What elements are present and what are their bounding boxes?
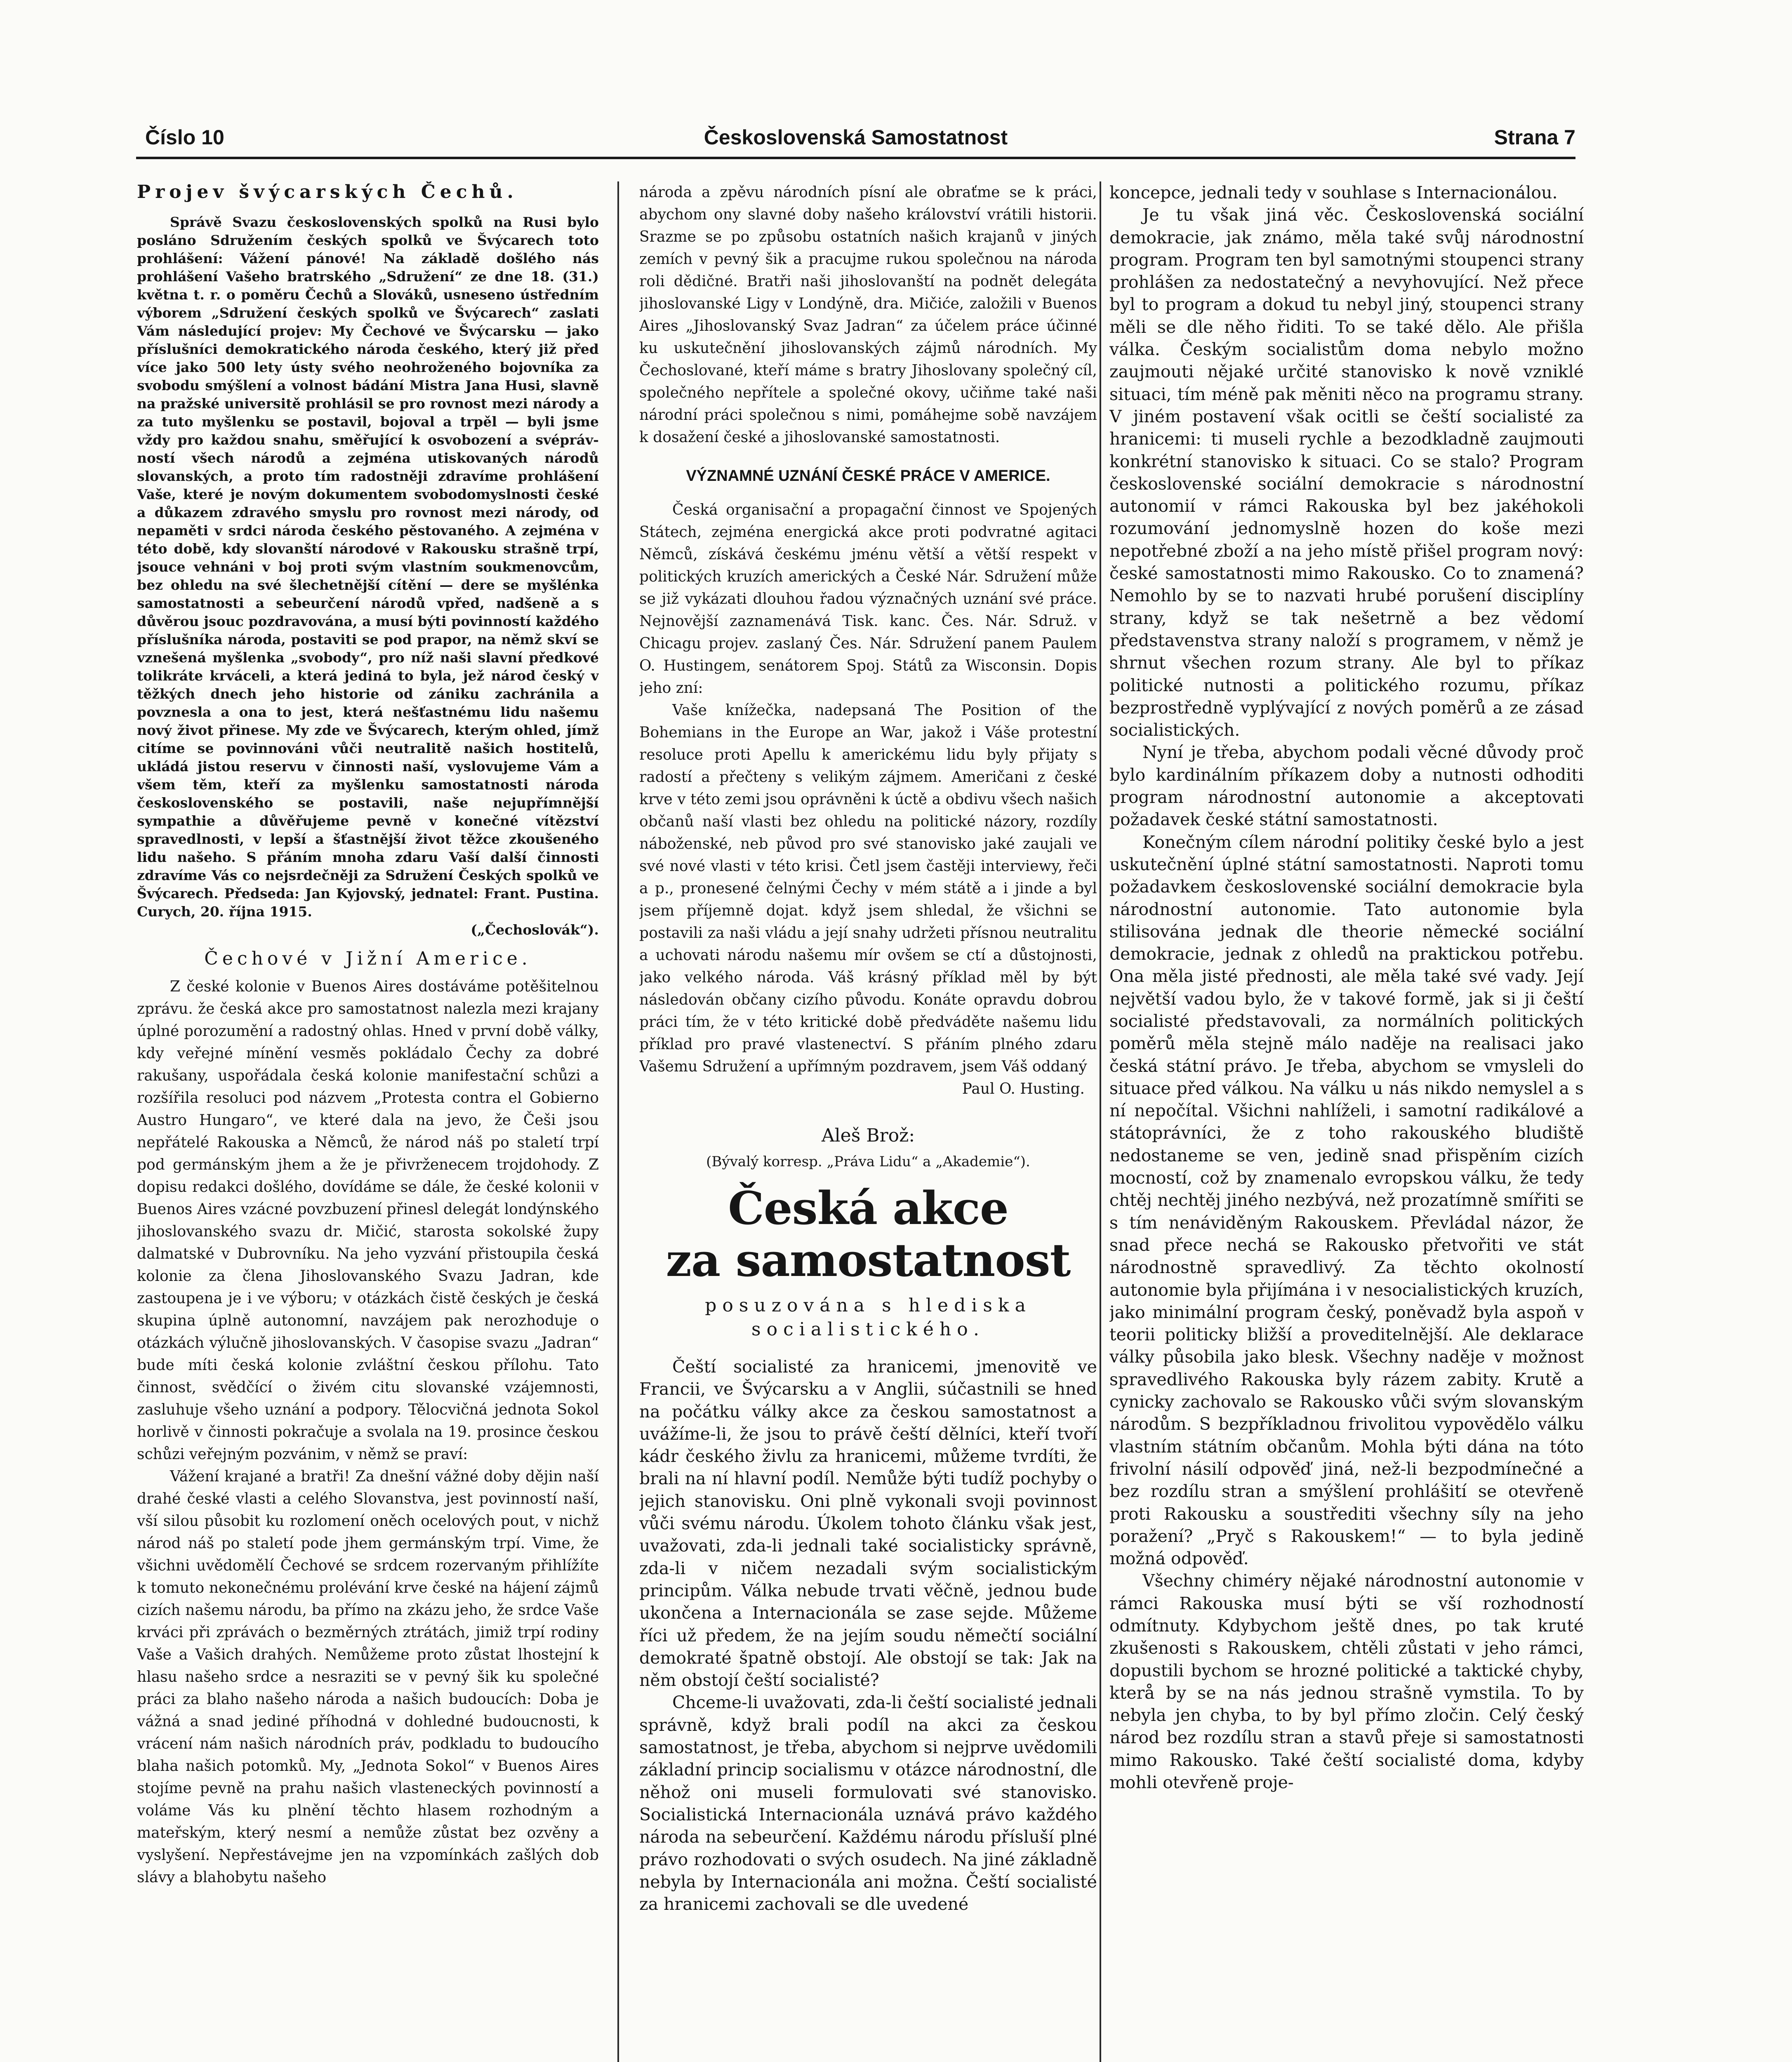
- article-body: [639, 1356, 1097, 1915]
- headline-subtitle: [639, 1294, 1097, 1342]
- article-body: [137, 976, 599, 1889]
- column-2: [639, 181, 1097, 2062]
- article-source: („Čechoslovák“).: [471, 922, 599, 938]
- paragraph: Konečným cílem národní politiky české bylo a jest uskutečnění úplné státní samostatnosti. Naproti tomu požadavkem československé sociální demokracie byla národnostní autonomie. Tato autonomie byla stilisována jednak dle theorie německé sociální demokracie, jednak z ohledů na praktickou potřebu. Ona měla jisté přednosti, ale měla také své vady. Její největší vadou bylo, že v takové formě, jak si ji čeští socialisté představovali, za normálních politických poměrů měla stejně málo naděje na realisaci jako česká státní právo. Je třeba, abychom se vmysleli do situace před válkou. Na válku u nás nikdo nemyslel a s ní nepočítal. Všichni nahlíželi, i samotní radikálové a státoprávníci, že z toho rakouského bludiště nedostaneme se ven, jedině snad přispěním cizích mocností, což by znamenalo evropskou válku, že tedy chtěj nechtěj jiného nezbývá, než prozatímně smířiti se s tím nenáviděným Rakouskem. Převládal názor, že snad přece nechá se Rakousko přetvořiti ve stát národnostně spravedlivý. Za těchto okolností autonomie byla přijímána i v nesocialistických kruzích, jako minimální program český, poněvadž byla aspoň v teorii politicky bližší a proveditelnější. Ale deklarace války působila jako blesk. Všechny naděje v možnost spravedlivého Rakouska byly rázem zabity. Krutě a cynicky zachovalo se Rakousko vůči svým slovanským národům. S bezpříkladnou frivolitou vypovědělo válku vlastním státním občanům. Mohla býti dána na tóto frivolní násilí odpověď jiná, než-li bezpodmínečné a bez rozdílu stran a smýšlení prohlášití se otevřeně proti Rakousku a soustřediti všechny síly na jeho poražení? „Pryč s Rakouskem!“ — to byla jedině možná odpověď.: [1109, 832, 1584, 1569]
- paragraph: Vaše knížečka, nadepsaná The Position of the Bohemians in the Europe an War, jakož i Váše protestní resoluce proti Apellu k americkému lidu byly přijaty s radostí a přečteny s velikým zájmem. Američani z české krve v této zemi jsou oprávněni k úctě a obdivu všech našich občanů naší vlasti bez ohledu na politické názory, rozdíly náboženské, neb původ pro své stanovisko jaké zaujali ve své nové vlasti v této krisi. Četl jsem častěji interviewy, řeči a p., pronesené čelnými Čechy v mém státě a i jinde a byl jsem příjemně dojat. když jsem shledal, že všichni se postavili za naši vládu a její snahy udržeti přísnou neutralitu a uchovati národu našemu mír ovšem se ctí a důstojnosti, jako velkého národa. Váš krásný příklad měl by být následován občany cizího původu. Konáte opravdu dobrou práci tím, že v této kritické době předváděte našemu lidu příklad pro pravé vlastenectví. S přáním plného zdaru Vašemu Sdružení a upřímným pozdravem, jsem Váš oddaný: [639, 702, 1097, 1075]
- main-headline: za samostatnost: [666, 1233, 1071, 1287]
- paragraph: Správě Svazu československých spolků na Rusi bylo posláno Sdružením českých spolků ve Švýcarech toto prohlášení: Vážení pánové! Na základě došlého nás prohlášení Vašeho bratrského „Sdružení“ ze dne 18. (31.) května t. r. o poměru Čechů a Slováků, usneseno ústředním výborem „Sdružení českých spolků ve Švýcarech“ zaslati Vám následující projev: My Čechové ve Švýcarsku — jako příslušníci demokratického národa českého, který již před více jako 500 lety ústy svého neohroženého bojovníka za svobodu smýšlení a volnost bádání Mistra Jana Husi, slavně na pražské universitě prohlásil se pro rovnost mezi národy a za tuto myšlenku se postavil, bojoval a trpěl — byli jsme vždy pro každou snahu, směřující k osvobození a svéprávností všech národů a zejména utiskovaných národů slovanských, a proto tím radostněji zdravíme prohlášení Vaše, které je novým dokumentem svobodomyslnosti české a důkazem zdravého smyslu pro rovnost mezi národy, od nepaměti v srdci národa českého pěstovaného. A zejména v této době, kdy slovanští národové v Rakousku strašně trpí, jsouce vehnáni v boj proti svým vlastním soukmenovcům, bez ohledu na své šlechetnější cítění — dere se myšlénka samostatnosti a sebeurčení národů vpřed, nadšeně a s důvěrou jsouc pozdravována, a musí býti povinností každého příslušníka národa, postaviti se pod prapor, na němž skví se vznešená myšlenka „svobody“, pro níž naši slavní předkové tolikráte krváceli, a která jediná to byla, jež národ český v těžkých dnech jeho historie od zániku zachránila a povznesla a ona to jest, která nešťastnému lidu našemu nový život přinese. My zde ve Švýcarech, kterým ohled, jímž citíme se povinnováni vůči neutralitě našich hostitelů, ukládá jistou reservu v činnosti naší, vyslovujeme Vám a všem těm, kteří za myšlenku samostatnosti národa československého se postavili, naše nejupřímnější sympathie a důvěřujeme pevně v konečné vítězství spravedlnosti, v lepší a šťastnější život těžce zkoušeného lidu našeho. S přáním mnoha zdaru Vaší další činnosti zdravíme Vás co nejsrdečněji za Sdružení Českých spolků ve Švýcarech. Předseda: Jan Kyjovský, jednatel: Frant. Pustina. Curych, 20. října 1915.: [137, 214, 599, 920]
- author-name: Aleš Brož:: [821, 1125, 915, 1146]
- paragraph: Česká organisační a propagační činnost ve Spojených Státech, zejména energická akce proti podvratné agitaci Němců, získává českému jménu větší a větší respekt v politických kruzích amerických a České Nár. Sdružení může se již vykázati dlouhou řadou význačných uznání své práce. Nejnovější zaznamenává Tisk. kanc. Čes. Nár. Sdruž. v Chicagu projev. zaslaný Čes. Nár. Sdružení panem Paulem O. Hustingem, senátorem Spoj. Států za Wisconsin. Dopis jeho zní:: [639, 501, 1097, 697]
- column-3: [1109, 181, 1584, 2062]
- paragraph: národa a zpěvu národních písní ale obraťme se k práci, abychom ony slavné doby našeho království vrátili historii. Srazme se po způsobu ostatních našich krajanů v jiných zemích v pevný šik a pracujme rukou společnou na národa roli dědičné. Bratři naši jihoslovanští na podnět delegáta jihoslovanské Ligy v Londýně, dra. Mičiće, založili v Buenos Aires „Jihoslovanský Svaz Jadran“ za účelem práce účinné ku uskutečnění jihoslovanských zájmů národních. My Čechoslované, kteří máme s bratry Jihoslovany společný cíl, společného nepřítele a společné okovy, učiňme také naši národní práci společnou s nimi, pomáhejme sobě navzájem k dosažení české a jihoslovanské samostatnosti.: [639, 184, 1097, 446]
- paragraph: Čeští socialisté za hranicemi, jmenovitě ve Francii, ve Švýcarsku a v Anglii, súčastnili se hned na počátku války akce za českou samostatnost a uvážíme-li, že jsou to právě čeští dělníci, kteří tvoří kádr českého živlu za hranicemi, můžeme tvrdíti, že brali na ní hlavní podíl. Nemůže býti tudíž pochyby o jejich stanovisku. Oni plně vykonali svoji povinnost vůči svému národu. Úkolem tohoto článku však jest, uvažovati, zda-li jednali také socialisticky správně, zda-li v ničem nezadali svým socialistickým principům. Válka nebude trvati věčně, jednou bude ukončena a Internacionála se zase sejde. Můžeme říci už předem, že na jejím soudu němečtí sociální demokraté špatně obstojí. Ale obstojí se tak: Jak na něm obstojí čeští socialisté?: [639, 1357, 1097, 1690]
- article-title: Čechové v Jižní Americe.: [204, 948, 532, 969]
- article-heading: VÝZNAMNÉ UZNÁNÍ ČESKÉ PRÁCE V AMERICE.: [686, 467, 1050, 485]
- column-divider: [617, 181, 619, 2062]
- column-1: [137, 181, 599, 2062]
- article-body: [137, 213, 599, 939]
- page-number: Strana 7: [1494, 126, 1575, 149]
- issue-number: Číslo 10: [145, 126, 224, 149]
- paragraph: Vážení krajané a bratři! Za dnešní vážné doby dějin naší drahé české vlasti a celého Slovanstva, jest povinností naší, vší silou působit ku rozlomení oněch ocelových pout, v nichž národ náš po staletí pode jhem germánským trpí. Vime, že všichni uvědomělí Čechové se srdcem rozervaným přihlížíte k tomuto nekonečnému prolévání krve české na hájení zájmů cizích našemu národu, ba přímo na zkázu jeho, že srdce Vaše krváci při zprávách o bezměrných ztrátách, jimiž trpí rodiny Vaše a Vašich drahých. Nemůžeme proto zůstat lhostejní k hlasu našeho srdce a nesraziti se v pevný šik ku společné práci za blaho našeho národa a našich budoucích: Doba je vážná a snad jediné příhodná v dohledné budoucnosti, k vrácení nám našich národních práv, podkladu to budoucího blaha našich potomků. My, „Jednota Sokol“ v Buenos Aires stojíme pevně na prahu našich vlasteneckých povinností a voláme Vás ku plnění těchto hlasem rozhodným a mateřským, který nesmí a nemůže zůstat bez ozvěny a vyslyšení. Nepřestávejme jen na vzpomínkách zašlých dob slávy a blahobytu našeho: [137, 1468, 599, 1886]
- signature: Paul O. Husting.: [962, 1080, 1085, 1097]
- page-header: [136, 123, 1575, 159]
- author-note: (Bývalý korresp. „Práva Lidu“ a „Akademie“).: [706, 1153, 1030, 1170]
- newspaper-title: Československá Samostatnost: [704, 126, 1008, 149]
- column-divider: [1100, 181, 1101, 2062]
- subtitle-line: posuzována s hlediska: [705, 1295, 1031, 1316]
- paragraph: Je tu však jiná věc. Československá sociální demokracie, jak známo, měla také svůj národnostní program. Program ten byl samotnými stoupenci strany prohlášen za nedostatečný a nevyhovující. Než přece byl to program a dokud tu nebyl jiný, stoupenci strany měli se dle něho řiditi. To se také dělo. Ale přišla válka. Českým socialistům doma nebylo možno zaujmouti nějaké určité stanovisko k nově vzniklé situaci, tím méně pak měniti něco na programu strany. V jiném postavení však ocitli se čeští socialisté za hranicemi: ti museli rychle a bezodkladně zaujmouti konkrétní stanovisko k situaci. Co se stalo? Program československé sociální demokracie s národnostní autonomií v rámci Rakouska byl bez jakéhokoli rozumování jednomyslně hozen do koše mezi nepotřebné zboží a na jeho místě přišel program nový: české samostatnosti mimo Rakousko. Co to znamená? Nemohlo by se to nazvati hrubé porušení disciplíny strany, když se tak nešetrně a bez vědomí představenstva strany naloží s programem, v němž je shrnut všechen rozum strany. Ale byl to příkaz politické nutnosti a politického rozumu, příkaz bezprostředně vyplývající z nových poměrů a ze zásad socialistických.: [1109, 205, 1584, 740]
- paragraph: koncepce, jednali tedy v souhlase s Internacionálou.: [1109, 183, 1558, 202]
- subtitle-line: socialistického.: [751, 1319, 985, 1340]
- paragraph: Chceme-li uvažovati, zda-li čeští socialisté jednali správně, když brali podíl na akci za českou samostatnost, je třeba, abychom si nejprve uvědomili základní princip socialismu v otázce národnostní, dle něhož oni museli formulovati své stanovisko. Socialistická Internacionála uznává právo každého národa na sebeurčení. Každému národu přísluší plné právo rozhodovati o svých osudech. Na jiné základně nebyla by Internacionála ani možna. Čeští socialisté za hranicemi zachovali se dle uvedené: [639, 1692, 1097, 1914]
- paragraph: Nyní je třeba, abychom podali věcné důvody proč bylo kardinálním příkazem doby a nutnosti odhoditi program národnostní autonomie a akceptovati požadavek české státní samostatnosti.: [1109, 742, 1584, 830]
- main-headline: Česká akce: [728, 1182, 1008, 1235]
- paragraph: Z české kolonie v Buenos Aires dostáváme potěšitelnou zprávu. že česká akce pro samostatnost nalezla mezi krajany úplné porozumění a radostný ohlas. Hned v první době války, kdy veřejné mínění vesměs pokládalo Čechy za dobré rakušany, uspořádala česká kolonie manifestační schůzi a rozšířila resoluci pod názvem „Protesta contra el Gobierno Austro Hungaro“, ve které dala na jevo, že Češi jsou nepřátelé Rakouska a Němců, že národ náš po staletí trpí pod germánským jhem a že je přivrženecem trojdohody. Z dopisu redakci došlého, dovídáme se dále, že české kolonii v Buenos Aires vzácné povzbuzení přinesl delegát londýnského jihoslovanského svazu dr. Mičić, starosta sokolské župy dalmatské v Dubrovníku. Na jeho vyzvání přistoupila česká kolonie za člena Jihoslovanského Svazu Jadran, kde zastoupena je i ve výboru; v otázkách čistě českých je česká skupina úplně autonomní, navzájem pak nerozhoduje o otázkách výlučně jihoslovanských. V časopise svazu „Jadran“ bude míti česká kolonie zvláštní českou přílohu. Tato činnost, svědčící o živém citu slovanské vzájemnosti, zasluhuje všeho uznání a podpory. Tělocvičná jednota Sokol horlivě v činnosti pokračuje a svolala na 19. prosince českou schůzi veřejným pozvánim, v němž se praví:: [137, 978, 599, 1463]
- paragraph: Všechny chiméry nějaké národnostní autonomie v rámci Rakouska musí býti se vší rozhodností odmítnuty. Kdybychom ještě dnes, po tak kruté zkušenosti s Rakouskem, chtěli zůstati v jeho rámci, dopustili bychom se hrozné politické a taktické chyby, kterå by se na nás jednou strašně vymstila. To by nebyla jen chyba, to by byl přímo zločin. Celý český národ bez rozdílu stran a stavů přeje si samostatnosti mimo Rakousko. Také čeští socialisté doma, kdyby mohli otevřeně proje-: [1109, 1571, 1584, 1793]
- article-title: Projev švýcarských Čechů.: [137, 181, 518, 202]
